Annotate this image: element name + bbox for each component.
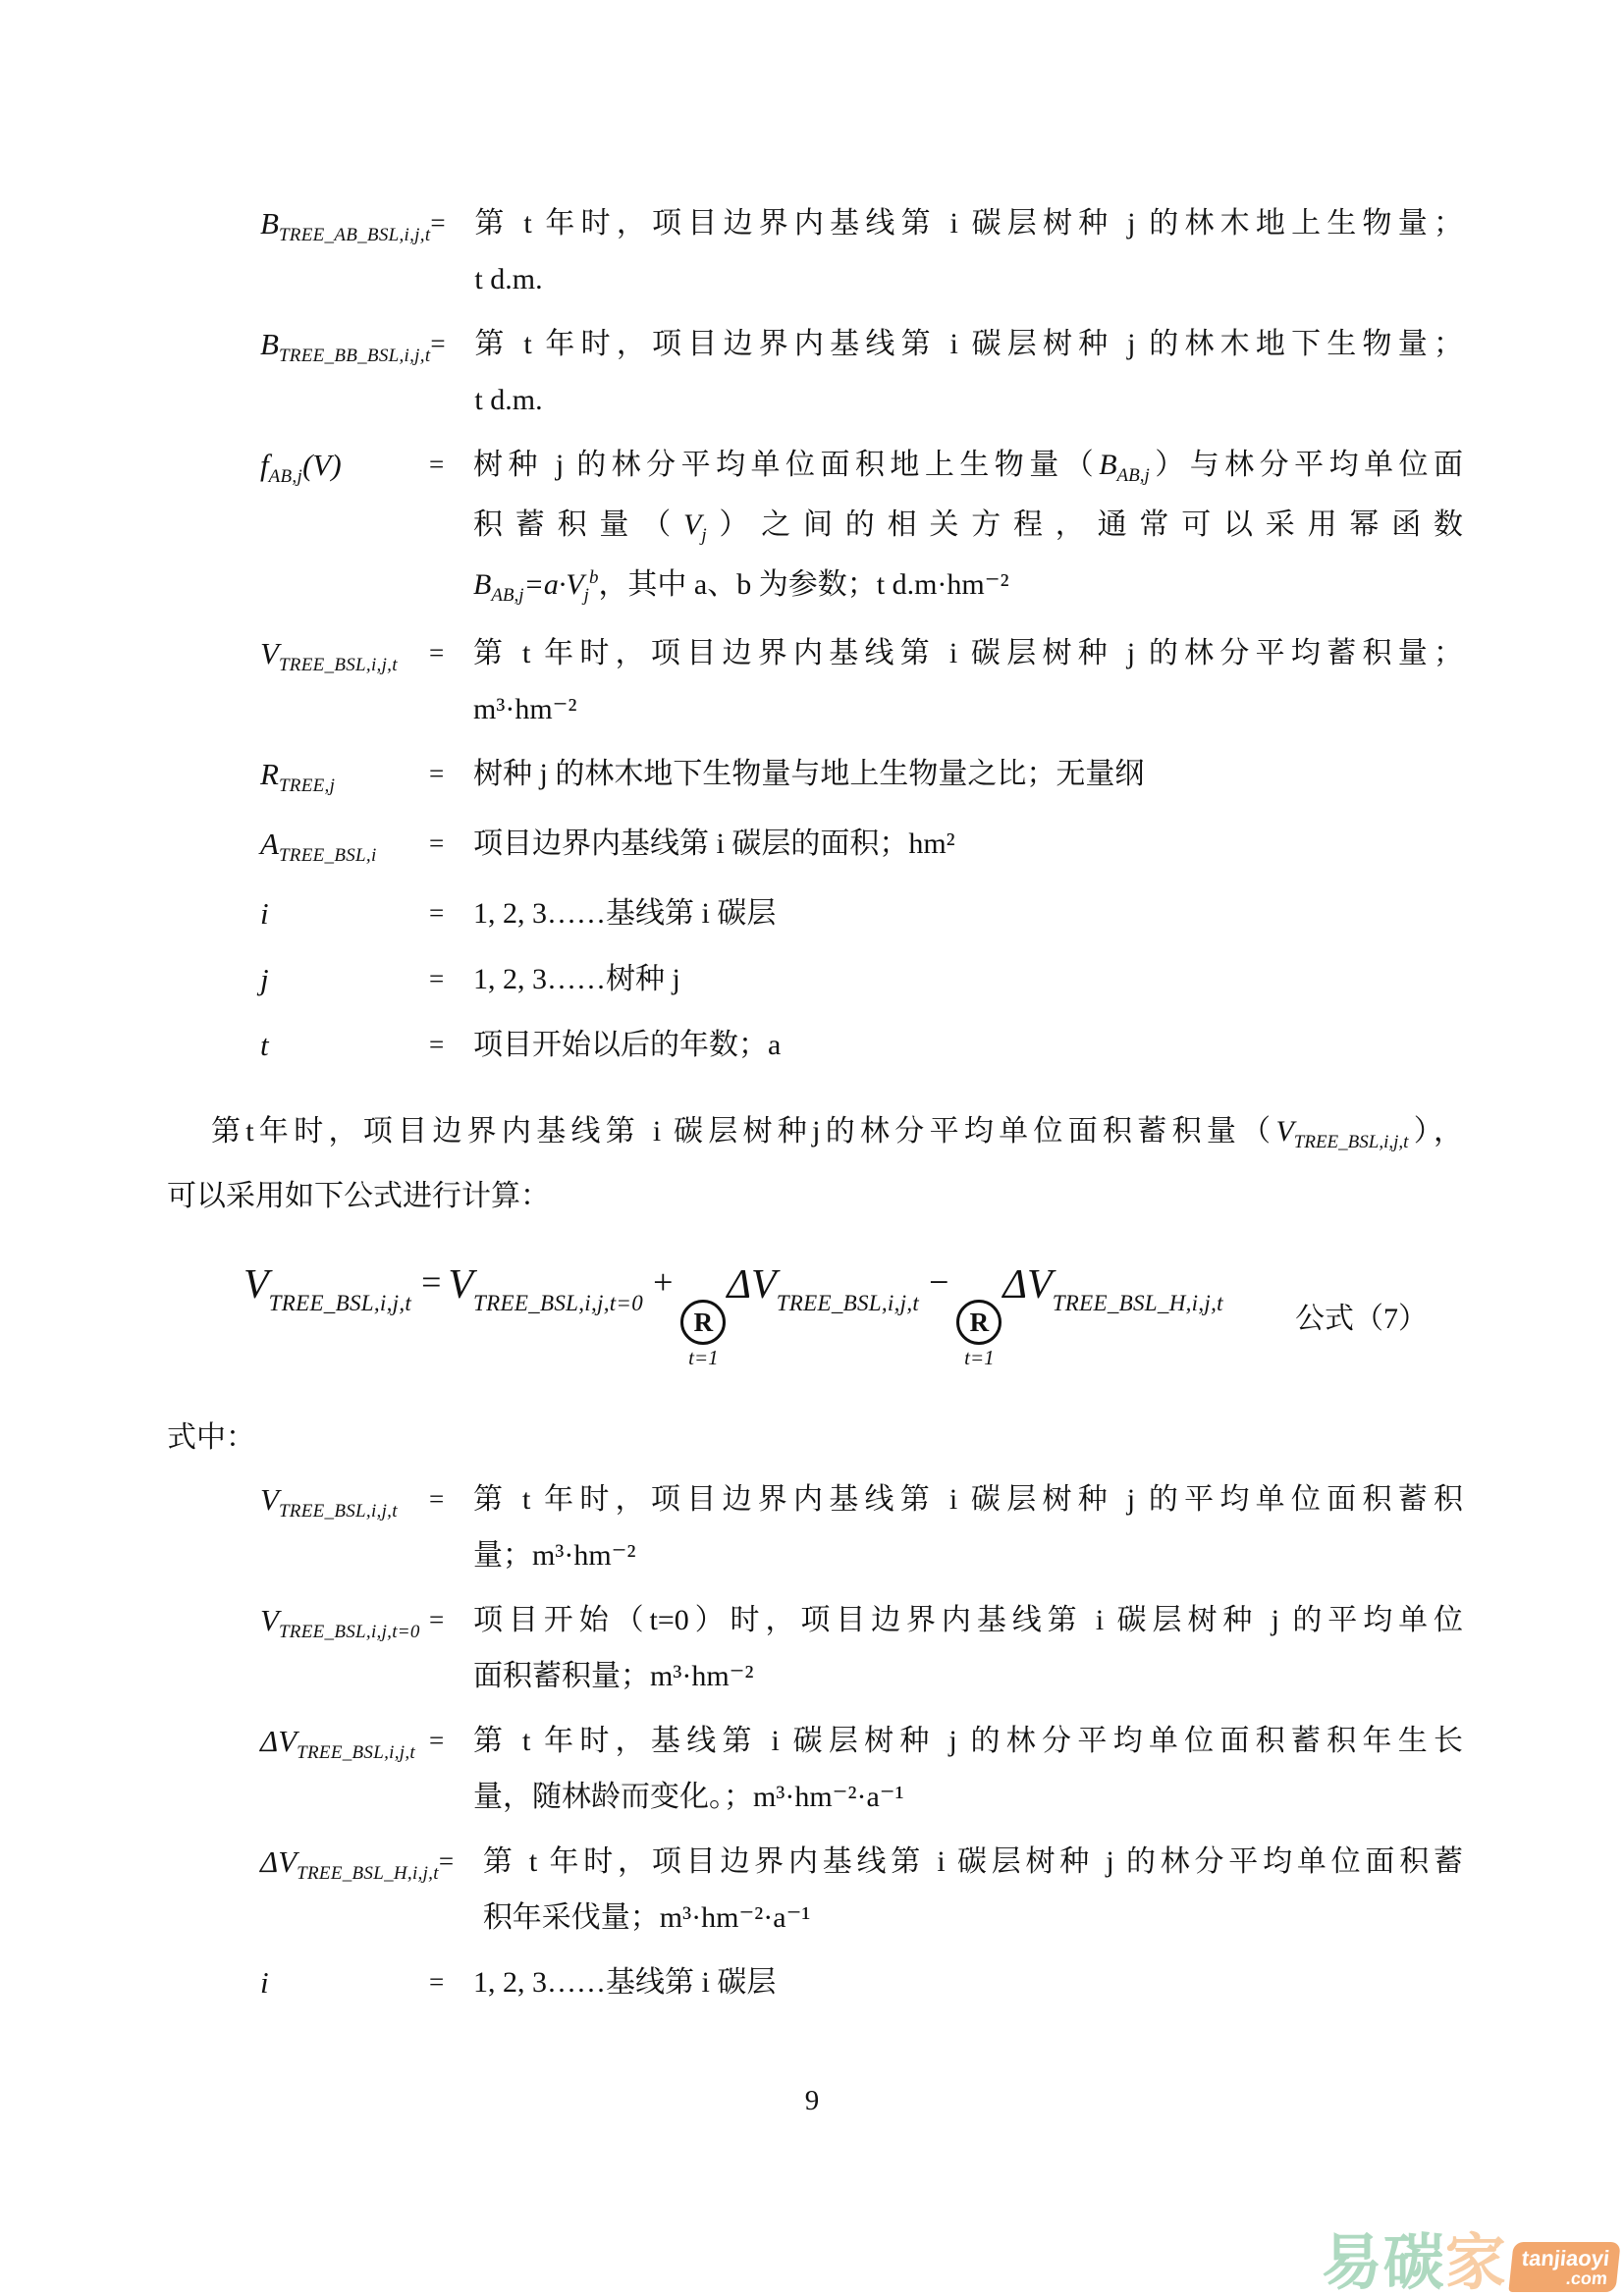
variable-description bbox=[473, 1713, 1463, 1825]
text-run: ，其中 a、b 为参数；t d.m·hm⁻² bbox=[598, 568, 1009, 601]
description-unit: m³·hm⁻² bbox=[473, 693, 577, 725]
description-line: 第 t 年时，项目边界内基线第 i 碳层树种 j 的林分平均蓄积量； bbox=[473, 637, 1463, 669]
def-row-delta-v bbox=[260, 1713, 1463, 1825]
inline-symbol: B bbox=[1099, 449, 1117, 481]
def-row-b-tree-bb bbox=[260, 316, 1463, 428]
formula-symbol: ΔV bbox=[727, 1261, 777, 1308]
description-line: 第 t 年时，项目边界内基线第 i 碳层树种 j 的林木地下生物量； bbox=[474, 328, 1463, 360]
watermark-char-jia: 家 bbox=[1444, 2230, 1506, 2296]
description-line: 面积蓄积量；m³·hm⁻² bbox=[473, 1660, 754, 1692]
variable-label bbox=[260, 625, 429, 737]
variable-description bbox=[473, 1592, 1463, 1704]
formula-subscript: TREE_BSL_H,i,j,t bbox=[1052, 1290, 1223, 1315]
equals-sign: = bbox=[429, 1605, 445, 1634]
definition-list-1 bbox=[0, 195, 1624, 1074]
equation-number-label: 公式（7） bbox=[1295, 1303, 1428, 1335]
equals-sign: = bbox=[429, 898, 445, 928]
variable-symbol: t bbox=[260, 1028, 269, 1062]
equals-sign: = bbox=[429, 638, 445, 667]
description-line bbox=[473, 497, 1463, 557]
variable-symbol: ΔV bbox=[260, 1844, 298, 1879]
variable-argument: (V) bbox=[302, 448, 342, 482]
watermark-char-yi: 易 bbox=[1321, 2230, 1382, 2296]
formula-subscript: TREE_BSL,i,j,t=0 bbox=[473, 1290, 644, 1315]
variable-description bbox=[473, 951, 1463, 1008]
def-row-delta-v-h bbox=[260, 1834, 1463, 1946]
description-line: 量，随林龄而变化。；m³·hm⁻²·a⁻¹ bbox=[473, 1781, 904, 1813]
equals-sign: = bbox=[429, 759, 445, 788]
variable-description bbox=[473, 1471, 1463, 1583]
formula-symbol: ΔV bbox=[1002, 1261, 1053, 1308]
watermark-badge bbox=[1508, 2242, 1621, 2292]
description-line: 第 t 年时，项目边界内基线第 i 碳层树种 j 的林木地上生物量； bbox=[474, 207, 1463, 240]
watermark-logo bbox=[1321, 2230, 1618, 2296]
body-paragraph bbox=[167, 1101, 1463, 1227]
circled-r-glyph: R bbox=[680, 1300, 726, 1345]
def-row-j bbox=[260, 951, 1463, 1008]
description-line: 1, 2, 3……树种 j bbox=[473, 963, 680, 995]
variable-subscript: TREE_BSL,i,j,t bbox=[278, 1501, 398, 1522]
variable-symbol: ΔV bbox=[260, 1724, 298, 1758]
def-row-b-tree-ab bbox=[260, 195, 1463, 307]
text-run: ）与林分平均单位面 bbox=[1149, 449, 1464, 481]
description-unit: t d.m. bbox=[474, 384, 543, 416]
text-run: 积蓄积量（ bbox=[473, 508, 683, 541]
variable-label bbox=[260, 1713, 429, 1825]
variable-label bbox=[260, 951, 429, 1008]
description-line: 积年采伐量；m³·hm⁻²·a⁻¹ bbox=[482, 1901, 811, 1934]
equals-sign: = bbox=[429, 450, 445, 479]
inline-subscript: j bbox=[701, 525, 707, 546]
def-row-t bbox=[260, 1017, 1463, 1074]
variable-label bbox=[260, 1471, 429, 1583]
watermark-badge-domain: .com bbox=[1564, 2269, 1608, 2289]
def-row-r-tree bbox=[260, 746, 1463, 807]
description-line: 树种 j 的林木地下生物量与地上生物量之比；无量纲 bbox=[473, 758, 1145, 790]
variable-label bbox=[260, 1017, 429, 1074]
inline-superscript: b bbox=[588, 567, 599, 588]
variable-symbol: V bbox=[260, 1482, 279, 1517]
description-line bbox=[473, 437, 1463, 497]
summation-lower-limit: t=1 bbox=[688, 1346, 719, 1370]
inline-symbol: V bbox=[1275, 1115, 1294, 1148]
variable-description bbox=[483, 1834, 1463, 1946]
description-line: 1, 2, 3……基线第 i 碳层 bbox=[473, 897, 777, 930]
equals-sign: = bbox=[429, 1726, 445, 1755]
description-line: 1, 2, 3……基线第 i 碳层 bbox=[473, 1966, 777, 1999]
inline-subscript: j bbox=[583, 585, 589, 606]
variable-description bbox=[474, 195, 1463, 307]
watermark-char-tan: 碳 bbox=[1382, 2230, 1444, 2296]
variable-label bbox=[260, 1834, 439, 1946]
summation-symbol bbox=[680, 1300, 726, 1369]
equals-sign: = bbox=[429, 1967, 445, 1997]
text-run: 第t年时，项目边界内基线第 i 碳层树种j的林分平均单位面积蓄积量（ bbox=[211, 1115, 1276, 1148]
def-row-v2-t0 bbox=[260, 1592, 1463, 1704]
def-row-i bbox=[260, 885, 1463, 942]
variable-symbol: R bbox=[260, 757, 279, 791]
variable-label bbox=[260, 885, 429, 942]
variable-symbol: V bbox=[260, 1603, 279, 1637]
inline-symbol: V bbox=[683, 508, 702, 541]
inline-subscript: AB,j bbox=[491, 585, 524, 606]
variable-subscript: TREE_BSL,i,j,t=0 bbox=[278, 1622, 420, 1642]
description-line: 第 t 年时，基线第 i 碳层树种 j 的林分平均单位面积蓄积年生长 bbox=[473, 1725, 1463, 1757]
formula-symbol: V bbox=[244, 1261, 269, 1308]
variable-label bbox=[260, 816, 429, 877]
inline-symbol: B bbox=[473, 568, 492, 601]
description-line: 项目开始以后的年数；a bbox=[473, 1029, 782, 1061]
variable-symbol: B bbox=[260, 327, 279, 361]
def-row-v2 bbox=[260, 1471, 1463, 1583]
formula-subscript: TREE_BSL,i,j,t bbox=[776, 1290, 920, 1315]
equals-sign: = bbox=[429, 1484, 445, 1514]
summation-symbol bbox=[956, 1300, 1001, 1369]
variable-label bbox=[260, 437, 429, 616]
plus-operator: + bbox=[653, 1261, 674, 1302]
def-row-a-tree bbox=[260, 816, 1463, 877]
page-number: 9 bbox=[804, 2085, 820, 2116]
text-run: ）之间的相关方程，通常可以采用幂函数 bbox=[706, 508, 1464, 541]
variable-subscript: AB,j bbox=[268, 466, 303, 487]
equation-7-row bbox=[244, 1261, 1428, 1370]
text-run: 树种 j 的林分平均单位面积地上生物量（ bbox=[473, 449, 1100, 481]
def-row-i2 bbox=[260, 1954, 1463, 2011]
equals-sign: = bbox=[430, 329, 446, 358]
variable-subscript: TREE_BSL,i,j,t bbox=[297, 1742, 415, 1763]
formula-subscript: TREE_BSL,i,j,t bbox=[268, 1290, 412, 1315]
variable-description bbox=[473, 1017, 1463, 1074]
description-line: 项目边界内基线第 i 碳层的面积；hm² bbox=[473, 828, 955, 860]
variable-symbol: j bbox=[260, 962, 269, 996]
summation-lower-limit: t=1 bbox=[964, 1346, 995, 1370]
inline-subscript: AB,j bbox=[1116, 465, 1150, 486]
variable-description bbox=[473, 746, 1463, 807]
equals-sign: = bbox=[429, 828, 445, 858]
description-line: 项目开始（t=0）时，项目边界内基线第 i 碳层树种 j 的平均单位 bbox=[473, 1604, 1463, 1636]
variable-symbol: V bbox=[260, 636, 279, 670]
description-line: 第 t 年时，项目边界内基线第 i 碳层树种 j 的平均单位面积蓄积 bbox=[473, 1483, 1463, 1516]
variable-subscript: TREE_BSL,i bbox=[278, 845, 377, 866]
minus-operator: − bbox=[929, 1261, 949, 1302]
variable-subscript: TREE_BB_BSL,i,j,t bbox=[278, 346, 431, 366]
inline-symbol: V bbox=[566, 568, 584, 601]
description-line: 第 t 年时，项目边界内基线第 i 碳层树种 j 的林分平均单位面积蓄 bbox=[482, 1845, 1463, 1878]
variable-label bbox=[260, 316, 430, 428]
variable-label bbox=[260, 1592, 429, 1704]
circled-r-glyph: R bbox=[956, 1300, 1001, 1345]
definition-list-2 bbox=[0, 1471, 1624, 2011]
text-run: =a· bbox=[523, 568, 567, 601]
variable-subscript: TREE_BSL_H,i,j,t bbox=[297, 1863, 439, 1884]
variable-description bbox=[473, 437, 1463, 616]
where-label: 式中： bbox=[167, 1421, 255, 1454]
variable-label bbox=[260, 195, 430, 307]
description-unit: t d.m. bbox=[474, 263, 543, 295]
variable-symbol: i bbox=[260, 896, 269, 931]
equals-sign: = bbox=[438, 1846, 455, 1876]
variable-subscript: TREE_AB_BSL,i,j,t bbox=[278, 225, 431, 245]
inline-subscript: TREE_BSL,i,j,t bbox=[1293, 1132, 1409, 1152]
variable-subscript: TREE,j bbox=[278, 775, 336, 796]
variable-label bbox=[260, 1954, 429, 2011]
paragraph-line: 可以采用如下公式进行计算： bbox=[167, 1180, 550, 1212]
equals-sign: = bbox=[429, 964, 445, 993]
description-line bbox=[473, 557, 1463, 616]
text-run: ）， bbox=[1408, 1115, 1463, 1148]
variable-label bbox=[260, 746, 429, 807]
variable-description bbox=[473, 1954, 1463, 2011]
def-row-v-tree bbox=[260, 625, 1463, 737]
watermark-badge-text: tanjiaoyi bbox=[1520, 2246, 1611, 2271]
variable-symbol: B bbox=[260, 206, 279, 240]
paragraph-line bbox=[167, 1101, 1463, 1166]
equals-operator: = bbox=[421, 1261, 442, 1302]
variable-description bbox=[473, 625, 1463, 737]
variable-description bbox=[473, 816, 1463, 877]
variable-symbol: i bbox=[260, 1965, 269, 2000]
formula-symbol: V bbox=[448, 1261, 474, 1308]
description-line: 量；m³·hm⁻² bbox=[473, 1539, 636, 1572]
variable-symbol: A bbox=[260, 827, 279, 861]
variable-subscript: TREE_BSL,i,j,t bbox=[278, 655, 398, 675]
equals-sign: = bbox=[430, 208, 446, 238]
equals-sign: = bbox=[429, 1030, 445, 1059]
equation-7-expression bbox=[244, 1261, 1226, 1370]
variable-symbol: f bbox=[260, 448, 269, 482]
variable-description bbox=[473, 885, 1463, 942]
def-row-f-ab bbox=[260, 437, 1463, 616]
variable-description bbox=[474, 316, 1463, 428]
